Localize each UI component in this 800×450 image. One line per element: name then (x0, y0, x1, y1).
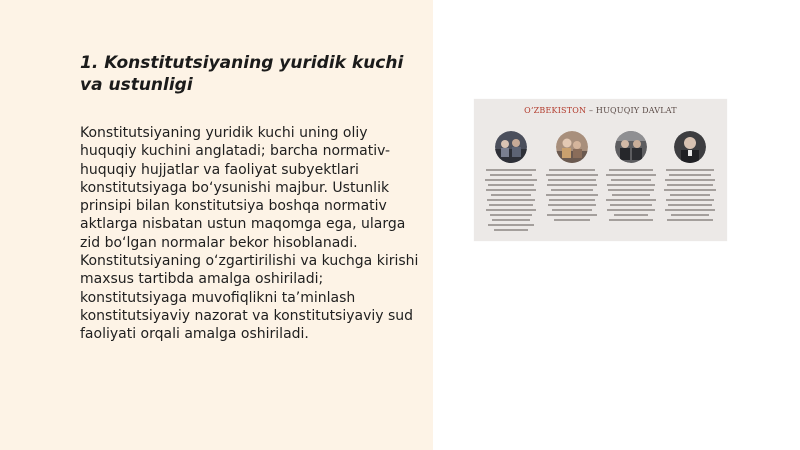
infographic-title-part1: O‘ZBEKISTON (524, 106, 587, 115)
photo-meeting-icon (495, 131, 527, 163)
infographic-column-4 (661, 131, 719, 237)
slide-title: 1. Konstitutsiyaning yuridik kuchi va ustunligi (80, 53, 404, 95)
infographic-column-1 (482, 131, 540, 237)
infographic-title-separator: – (586, 106, 596, 115)
photo-portrait-icon (674, 131, 706, 163)
photo-officials-icon (615, 131, 647, 163)
infographic-column-3 (602, 131, 660, 237)
slide-body-text: Konstitutsiyaning yuridik kuchi uning oliy huquqiy kuchini anglatadi; barcha normativ-huquqiy hujjatlar va faoliyat subyektlari konstitutsiyaga bo‘ysunishi majbur. Ustunlik prinsipi bilan konstitutsiya boshqa normativ aktlarga nisbatan ustun maqomga ega, ularga zid bo‘lgan normalar bekor hisoblanadi. Konstitutsiyaning o‘zgartirilishi va kuchga kirishi maxsus tartibda amalga oshiriladi; konstitutsiyaga muvofiqlikni ta’minlash konstitutsiyaviy nazorat va konstitutsiyaviy sud faoliyati orqali amalga oshiriladi. (80, 125, 419, 343)
infographic-image (474, 99, 727, 241)
photo-family-icon (556, 131, 588, 163)
infographic-title (474, 106, 727, 115)
infographic-column-2 (543, 131, 601, 237)
infographic-title-part2: HUQUQIY DAVLAT (595, 106, 677, 115)
